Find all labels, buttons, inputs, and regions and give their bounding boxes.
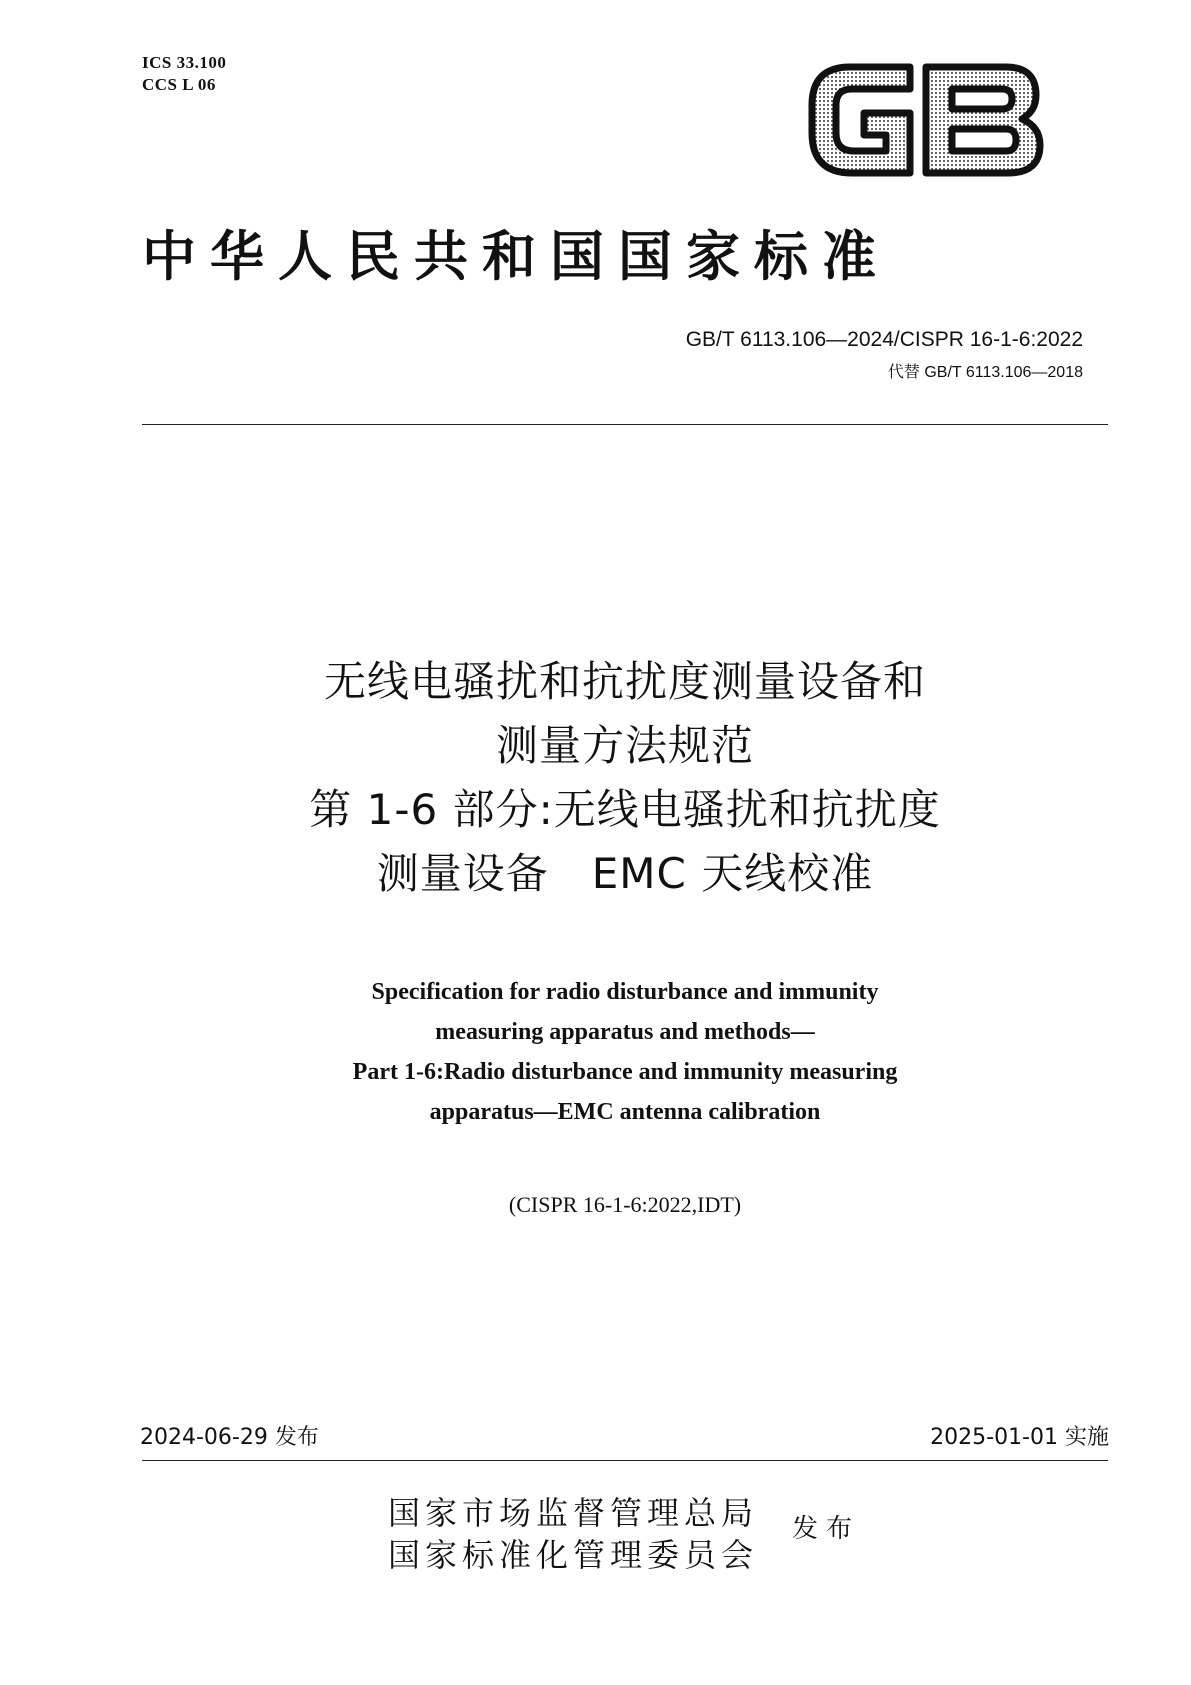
english-title-line: measuring apparatus and methods— [435, 1019, 815, 1045]
bottom-divider [142, 1460, 1108, 1461]
gb-logo-graphic [806, 55, 1046, 183]
adoption-note: (CISPR 16-1-6:2022,IDT) [508, 1192, 742, 1217]
implement-date: 2025-01-01 实施 [930, 1425, 1109, 1450]
gb-logo-icon [806, 55, 1046, 183]
english-title-line: Part 1-6:Radio disturbance and immunity measuring [352, 1059, 898, 1085]
english-title-line: apparatus—EMC antenna calibration [429, 1099, 821, 1125]
issuer-name: 国家市场监督管理总局 [388, 1494, 759, 1532]
publish-date: 2024-06-29 发布 [140, 1425, 319, 1450]
chinese-title-line: 无线电骚扰和抗扰度测量设备和 [323, 657, 926, 706]
issuer-name: 国家标准化管理委员会 [388, 1536, 759, 1574]
chinese-title [142, 650, 1108, 906]
chinese-title-line: 测量方法规范 [495, 721, 754, 770]
classification-codes [142, 52, 226, 96]
ics-code: ICS 33.100 [142, 53, 227, 72]
english-title-line: Specification for radio disturbance and immunity [371, 979, 879, 1005]
chinese-title-line: 第 1-6 部分:无线电骚扰和抗扰度 [309, 785, 941, 834]
replaced-standard: 代替 GB/T 6113.106—2018 [887, 364, 1083, 381]
top-divider [142, 424, 1108, 425]
issue-label: 发布 [792, 1514, 861, 1544]
ccs-code: CCS L 06 [142, 75, 216, 94]
issuing-authorities [388, 1492, 758, 1576]
standard-type-heading: 中华人民共和国国家标准 [142, 225, 890, 288]
chinese-title-line: 测量设备 EMC 天线校准 [376, 849, 874, 898]
standard-number: GB/T 6113.106—2024/CISPR 16-1-6:2022 [685, 328, 1083, 351]
english-title [142, 972, 1108, 1132]
